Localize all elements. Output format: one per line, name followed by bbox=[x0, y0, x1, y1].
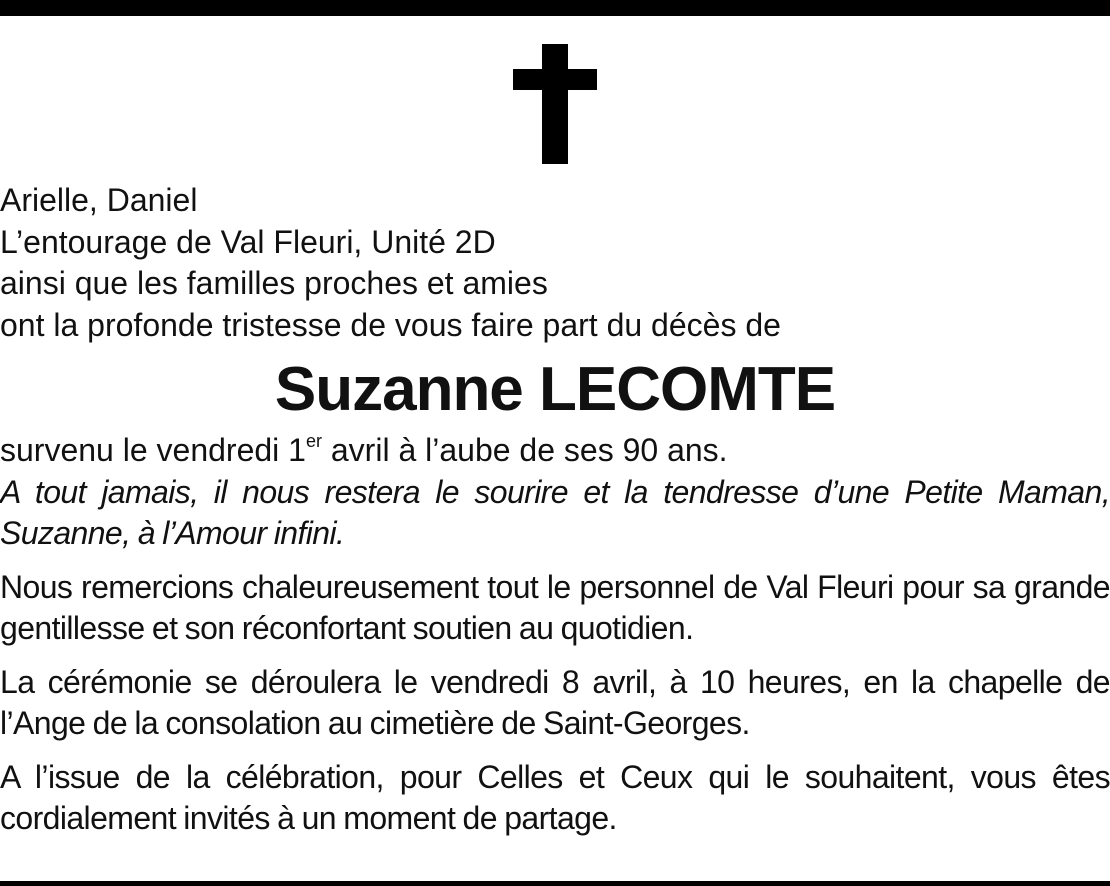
family-line-3: ainsi que les familles proches et amies bbox=[0, 265, 548, 301]
bottom-border-rule bbox=[0, 881, 1110, 886]
top-border-rule bbox=[0, 0, 1110, 16]
paragraph-gap bbox=[0, 745, 1110, 757]
ordinal-superscript: er bbox=[305, 431, 322, 452]
family-line-1: Arielle, Daniel bbox=[0, 182, 198, 218]
cross-icon bbox=[513, 44, 597, 164]
cross-vertical-bar bbox=[542, 44, 568, 164]
paragraph-gap bbox=[0, 555, 1110, 567]
death-date-text: survenu le vendredi 1 bbox=[0, 432, 306, 468]
death-date-line bbox=[0, 430, 1110, 472]
family-line-2: L’entourage de Val Fleuri, Unité 2D bbox=[0, 223, 496, 260]
thanks-paragraph: Nous remercions chaleureusement tout le personnel de Val Fleuri pour sa grande gentillesse et son réconfortant soutien au quotidien. bbox=[0, 568, 1110, 646]
obituary-text bbox=[0, 180, 1110, 840]
deceased-name: Suzanne LECOMTE bbox=[274, 355, 836, 424]
reception-paragraph: A l’issue de la célébration, pour Celles et Ceux qui le souhaitent, vous êtes cordialement invités à un moment de partage. bbox=[0, 758, 1110, 836]
ceremony-paragraph: La cérémonie se déroulera le vendredi 8 avril, à 10 heures, en la chapelle de l’Ange de la consolation au cimetière de Saint-Georges. bbox=[0, 663, 1110, 741]
announcement-line: ont la profonde tristesse de vous faire part du décès de bbox=[0, 306, 781, 343]
tribute-paragraph: A tout jamais, il nous restera le sourire et la tendresse d’une Petite Maman, Suzanne, à l’Amour infini. bbox=[0, 473, 1110, 551]
cross-horizontal-bar bbox=[513, 69, 597, 90]
paragraph-gap bbox=[0, 650, 1110, 662]
death-age-text: avril à l’aube de ses 90 ans. bbox=[321, 432, 728, 468]
